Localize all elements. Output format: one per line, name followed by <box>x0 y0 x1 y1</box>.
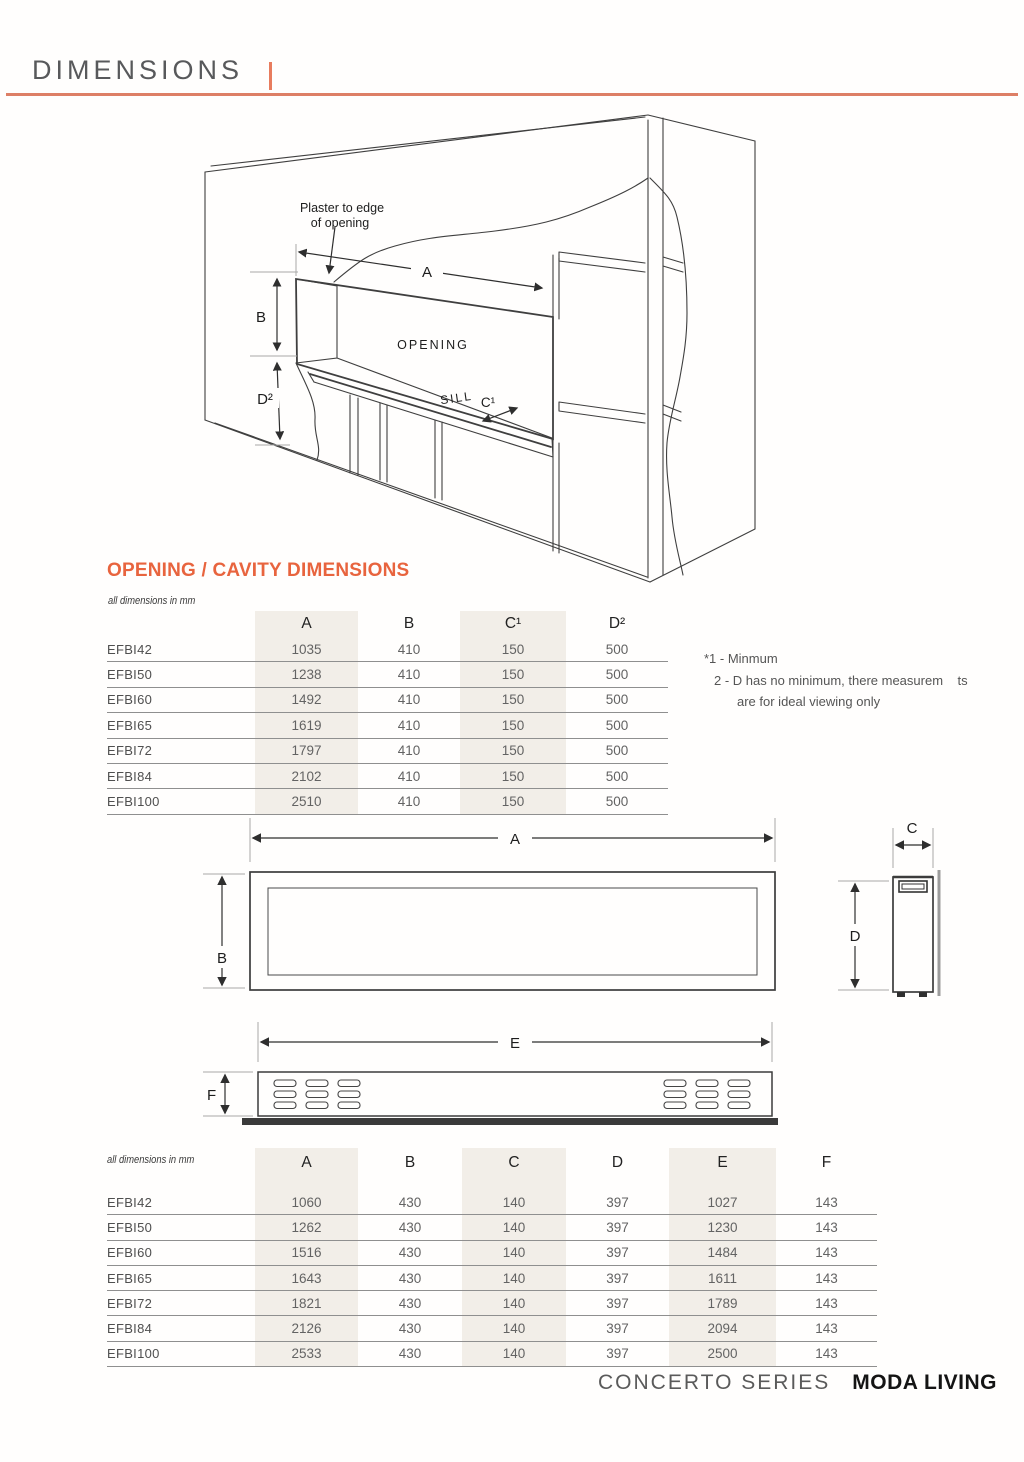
table-row <box>107 1241 877 1266</box>
model-label: EFBI100 <box>107 1346 160 1362</box>
model-label: EFBI65 <box>107 1270 153 1286</box>
cell: 500 <box>605 717 629 733</box>
model-label: EFBI60 <box>107 1245 153 1261</box>
iso-dim-c1-label: C¹ <box>480 395 496 410</box>
model-label: EFBI42 <box>107 1194 153 1210</box>
side-dim-d-label: D <box>849 928 861 945</box>
cell: 410 <box>397 743 421 759</box>
cell: 140 <box>502 1270 526 1286</box>
plaster-note-line1: Plaster to edge <box>299 201 385 215</box>
cell: 1797 <box>291 743 322 759</box>
bottom-dim-e-label: E <box>509 1035 521 1052</box>
cell: 430 <box>398 1346 422 1362</box>
table-row <box>107 764 668 789</box>
cell: 430 <box>398 1270 422 1286</box>
cell: 430 <box>398 1219 422 1235</box>
louver-vents <box>274 1080 750 1109</box>
cell: 410 <box>397 794 421 810</box>
model-label: EFBI72 <box>107 743 153 759</box>
table-row <box>107 1316 877 1341</box>
cell: 500 <box>605 692 629 708</box>
cell: 143 <box>815 1245 838 1261</box>
cell: 150 <box>501 743 525 759</box>
cell: 397 <box>606 1270 629 1286</box>
cell: 2126 <box>291 1321 322 1337</box>
cell: 410 <box>397 692 421 708</box>
cell: 1060 <box>291 1194 322 1210</box>
cell: 500 <box>605 667 629 683</box>
units-note: all dimensions in mm <box>107 1154 195 1166</box>
section-title: OPENING / CAVITY DIMENSIONS <box>107 560 410 581</box>
page-footer <box>598 1371 997 1395</box>
col-header: B <box>404 1154 416 1171</box>
cell: 150 <box>501 794 525 810</box>
cell: 1821 <box>291 1295 322 1311</box>
bottom-dim-f-label: F <box>207 1087 217 1104</box>
footnote-2-cont: are for ideal viewing only <box>737 694 881 709</box>
table-header-row <box>107 1148 877 1190</box>
table-row <box>107 789 668 814</box>
cell: 2533 <box>291 1346 322 1362</box>
cell: 2500 <box>707 1346 738 1362</box>
cell: 397 <box>606 1295 629 1311</box>
cell: 143 <box>815 1321 838 1337</box>
cell: 500 <box>605 768 629 784</box>
col-header: A <box>301 615 312 632</box>
wall-cavity-isometric-drawing <box>195 105 775 605</box>
model-label: EFBI50 <box>107 1219 153 1235</box>
cell: 410 <box>397 641 421 657</box>
cell: 1516 <box>291 1245 322 1261</box>
cell: 397 <box>606 1245 629 1261</box>
model-label: EFBI60 <box>107 692 153 708</box>
cell: 143 <box>815 1346 838 1362</box>
cell: 397 <box>606 1194 629 1210</box>
model-label: EFBI72 <box>107 1295 153 1311</box>
table-row <box>107 739 668 764</box>
cell: 140 <box>502 1295 526 1311</box>
table-row <box>107 1215 877 1240</box>
cell: 143 <box>815 1270 838 1286</box>
header-rule <box>6 93 1018 96</box>
model-label: EFBI50 <box>107 667 153 683</box>
table-row <box>107 662 668 687</box>
cell: 1035 <box>291 641 322 657</box>
col-header: C¹ <box>504 615 522 632</box>
cell: 410 <box>397 717 421 733</box>
cell: 143 <box>815 1295 838 1311</box>
cell: 397 <box>606 1321 629 1337</box>
cell: 397 <box>606 1219 629 1235</box>
table-row <box>107 1342 877 1367</box>
front-dim-b-label: B <box>216 950 228 967</box>
opening-label: OPENING <box>397 338 469 352</box>
cell: 1484 <box>707 1245 738 1261</box>
cell: 430 <box>398 1194 422 1210</box>
cell: 410 <box>397 768 421 784</box>
cell: 2094 <box>707 1321 738 1337</box>
model-label: EFBI84 <box>107 1321 153 1337</box>
front-dim-a-label: A <box>509 831 521 848</box>
footnotes <box>704 648 1014 713</box>
opening-dimensions-table <box>107 611 668 815</box>
col-header: A <box>301 1154 312 1171</box>
table-row <box>107 688 668 713</box>
model-label: EFBI65 <box>107 717 153 733</box>
cell: 1492 <box>291 692 322 708</box>
col-header: C <box>508 1154 520 1171</box>
footnote-1: *1 - Minmum <box>704 651 778 666</box>
product-views-drawing <box>195 800 960 1140</box>
units-note: all dimensions in mm <box>108 595 196 607</box>
plaster-note-line2: of opening <box>310 216 370 230</box>
col-header: F <box>821 1154 832 1171</box>
footnote-2: 2 - D has no minimum, there measurem ts <box>714 672 968 688</box>
cell: 430 <box>398 1245 422 1261</box>
table-row <box>107 1266 877 1291</box>
table-row <box>107 1190 877 1215</box>
col-header: D <box>611 1154 624 1171</box>
cell: 1789 <box>707 1295 738 1311</box>
side-dim-c-label: C <box>906 820 918 837</box>
cell: 150 <box>501 641 525 657</box>
cell: 1619 <box>291 717 322 733</box>
table-header-row <box>107 611 668 637</box>
table-row <box>107 713 668 738</box>
model-label: EFBI100 <box>107 794 160 810</box>
iso-dim-d2-label: D² <box>257 391 273 408</box>
brand-name: MODA LIVING <box>852 1371 997 1394</box>
cell: 2510 <box>291 794 322 810</box>
col-header: E <box>717 1154 728 1171</box>
page-title: DIMENSIONS <box>32 55 244 85</box>
cell: 397 <box>606 1346 629 1362</box>
cell: 1230 <box>707 1219 738 1235</box>
cell: 1238 <box>291 667 322 683</box>
model-label: EFBI42 <box>107 641 153 657</box>
cell: 143 <box>815 1194 838 1210</box>
cell: 430 <box>398 1295 422 1311</box>
cell: 430 <box>398 1321 422 1337</box>
sill-label: SILL <box>439 388 474 408</box>
cell: 500 <box>605 794 629 810</box>
cell: 1027 <box>707 1194 738 1210</box>
col-header: B <box>403 615 415 632</box>
cell: 1643 <box>291 1270 322 1286</box>
cell: 500 <box>605 641 629 657</box>
cell: 150 <box>501 667 525 683</box>
model-label: EFBI84 <box>107 768 153 784</box>
cell: 1611 <box>707 1270 738 1286</box>
table-row <box>107 1291 877 1316</box>
cell: 150 <box>501 768 525 784</box>
cell: 143 <box>815 1219 838 1235</box>
cell: 140 <box>502 1245 526 1261</box>
cell: 140 <box>502 1321 526 1337</box>
product-dimensions-table <box>107 1148 877 1367</box>
cell: 140 <box>502 1194 526 1210</box>
cell: 500 <box>605 743 629 759</box>
iso-dim-b-label: B <box>255 309 267 326</box>
col-header: D² <box>608 615 626 632</box>
cell: 410 <box>397 667 421 683</box>
table-row <box>107 637 668 662</box>
cell: 1262 <box>291 1219 322 1235</box>
cell: 150 <box>501 692 525 708</box>
cell: 140 <box>502 1346 526 1362</box>
iso-dim-a-label: A <box>421 264 433 281</box>
cell: 2102 <box>291 768 322 784</box>
title-divider-bar <box>269 62 272 90</box>
cell: 150 <box>501 717 525 733</box>
series-name: CONCERTO SERIES <box>598 1371 831 1394</box>
cell: 140 <box>502 1219 526 1235</box>
